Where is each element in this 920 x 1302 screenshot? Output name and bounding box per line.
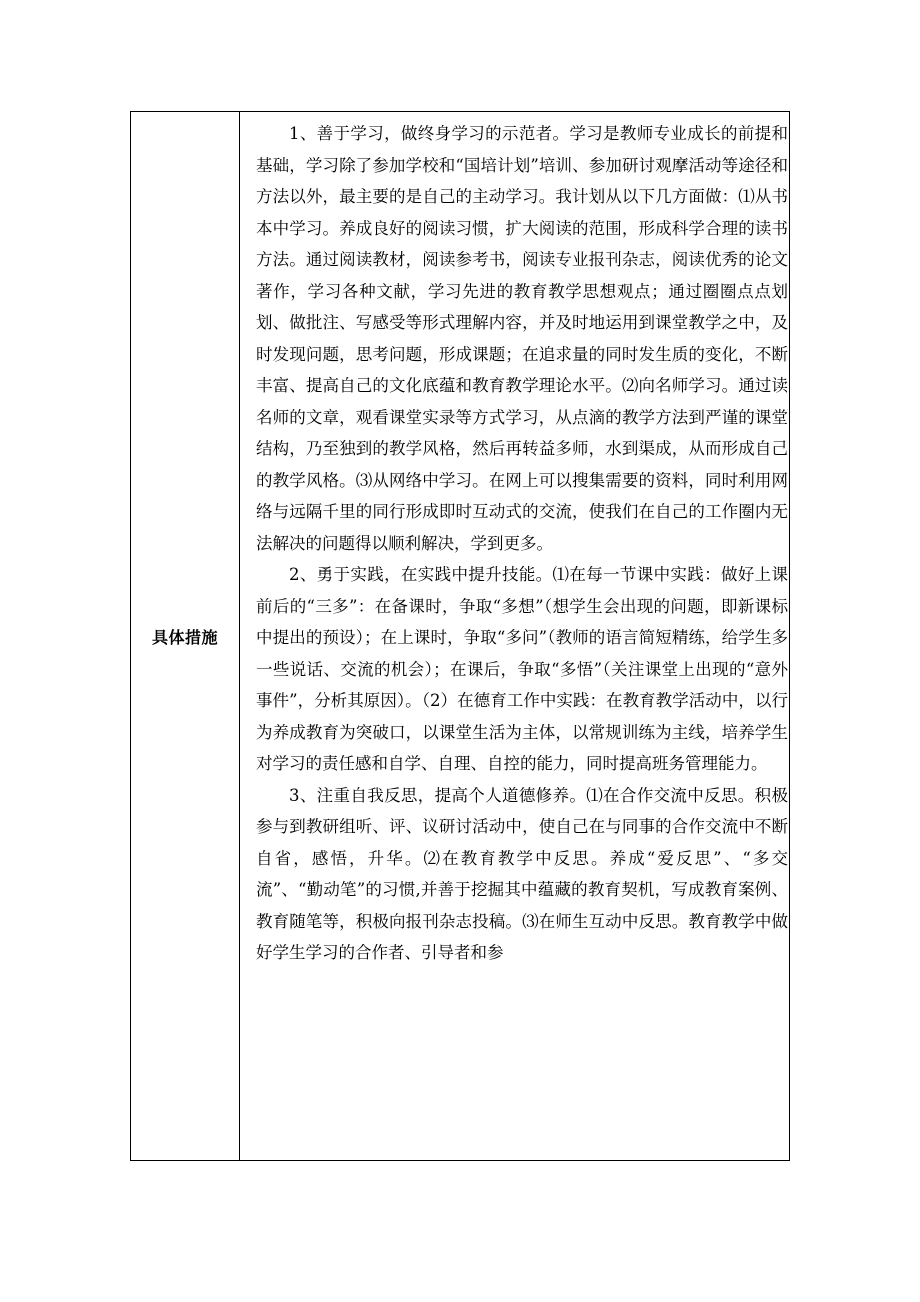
paragraph-learning: 1、善于学习，做终身学习的示范者。学习是教师专业成长的前提和基础，学习除了参加学校和“国培计划”培训、参加研讨观摩活动等途径和方法以外，最主要的是自己的主动学习。我计划从以下几方面做：⑴从书本中学习。养成良好的阅读习惯，扩大阅读的范围，形成科学合理的读书方法。通过阅读教材，阅读参考书，阅读专业报刊杂志，阅读优秀的论文著作，学习各种文献，学习先进的教育教学思想观点；通过圈圈点点划划、做批注、写感受等形式理解内容，并及时地运用到课堂教学之中，及时发现问题，思考问题，形成课题；在追求量的同时发生质的变化，不断丰富、提高自己的文化底蕴和教育教学理论水平。⑵向名师学习。通过读名师的文章，观看课堂实录等方式学习，从点滴的教学方法到严谨的课堂结构，乃至独到的教学风格，然后再转益多师，水到渠成，从而形成自己的教学风格。⑶从网络中学习。在网上可以搜集需要的资料，同时利用网络与远隔千里的同行形成即时互动式的交流，使我们在自己的工作圈内无法解决的问题得以顺利解决，学到更多。: [256, 124, 788, 553]
paragraph-practice: 2、勇于实践，在实践中提升技能。⑴在每一节课中实践：做好上课前后的“三多”：在备课时，争取“多想”（想学生会出现的问题，即新课标中提出的预设）；在上课时，争取“多问”（教师的语言简短精练，给学生多一些说话、交流的机会）；在课后，争取“多悟”（关注课堂上出现的“意外事件”，分析其原因）。（2）在德育工作中实践：在教育教学活动中，以行为养成教育为突破口，以课堂生活为主体，以常规训练为主线，培养学生对学习的责任感和自学、自理、自控的能力，同时提高班务管理能力。: [256, 565, 788, 773]
content-cell: [240, 112, 789, 1160]
row-label: 具体措施: [151, 627, 218, 647]
content-body: [256, 118, 788, 969]
measures-table: [130, 111, 790, 1161]
paragraph-reflection: 3、注重自我反思，提高个人道德修养。⑴在合作交流中反思。积极参与到教研组听、评、议研讨活动中，使自己在与同事的合作交流中不断自省，感悟，升华。⑵在教育教学中反思。养成“爱反思”、“多交流”、“勤动笔”的习惯,并善于挖掘其中蕴藏的教育契机，写成教育案例、教育随笔等，积极向报刊杂志投稿。⑶在师生互动中反思。教育教学中做好学生学习的合作者、引导者和参: [256, 785, 788, 962]
label-cell: [131, 112, 240, 1160]
